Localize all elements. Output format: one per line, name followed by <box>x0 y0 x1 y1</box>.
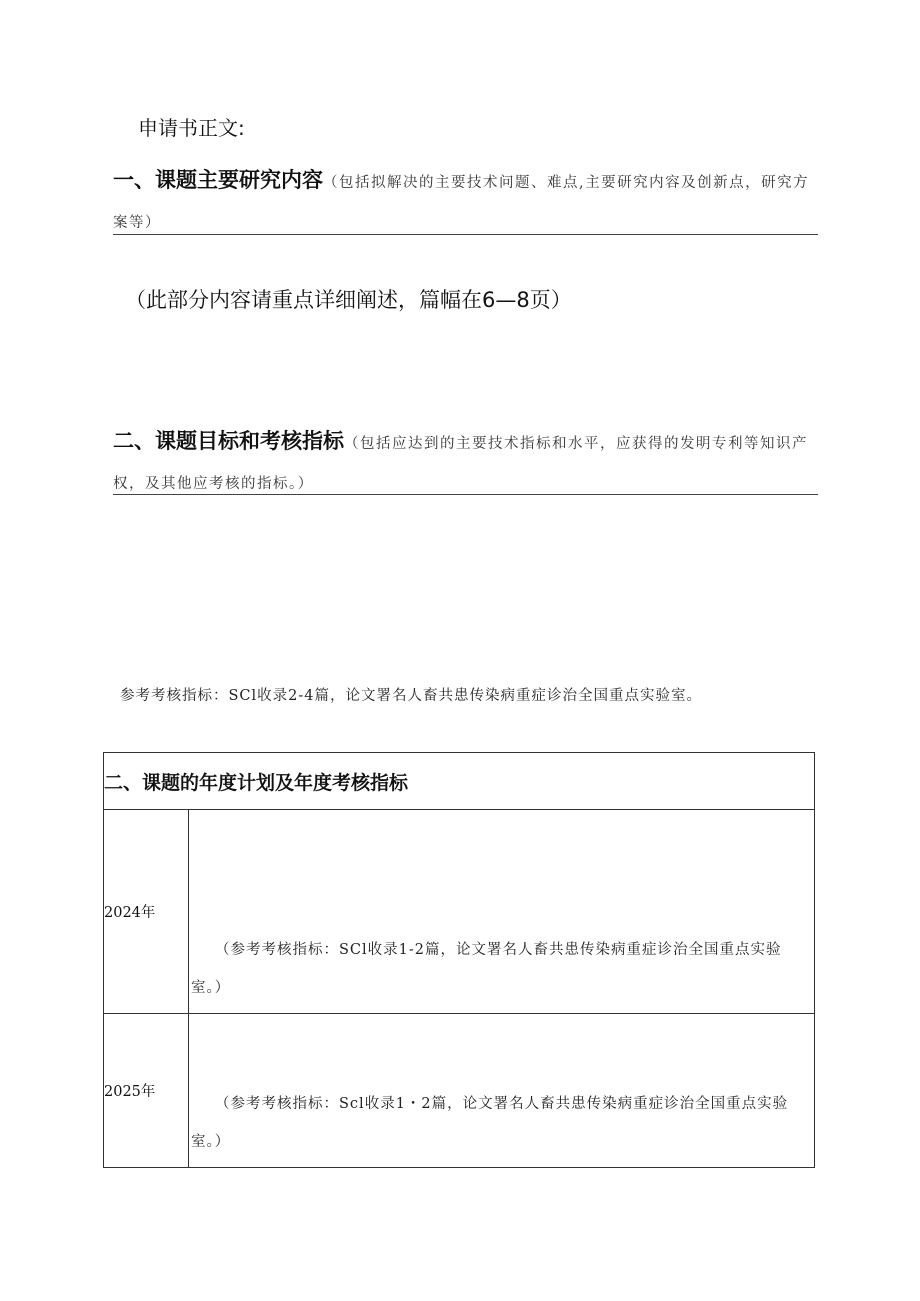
table-header: 二、课题的年度计划及年度考核指标 <box>104 753 815 810</box>
length-instruction: （此部分内容请重点详细阐述，篇幅在6—8页） <box>125 288 572 312</box>
section-2 <box>113 421 818 504</box>
section-1-note: （包括拟解决的主要技术问题、难点,主要研究内容及创新点，研究方案等） <box>113 175 810 231</box>
table-row <box>104 1014 815 1168</box>
plan-cell[interactable] <box>189 1014 815 1168</box>
year-cell: 2025年 <box>104 1014 189 1168</box>
reference-note: （参考考核指标：Scl收录1・2篇，论文署名人畜共患传染病重症诊治全国重点实验室。） <box>191 1096 789 1150</box>
table-row <box>104 810 815 1014</box>
section-1 <box>113 160 818 243</box>
divider <box>113 494 818 495</box>
reference-indicator: 参考考核指标：SCl收录2-4篇，论文署名人畜共患传染病重症诊治全国重点实验室。 <box>120 688 703 704</box>
section-2-note: （包括应达到的主要技术指标和水平，应获得的发明专利等知识产权，及其他应考核的指标。） <box>113 436 808 492</box>
annual-plan-table <box>103 752 815 1168</box>
year-cell: 2024年 <box>104 810 189 1014</box>
document-title: 申请书正文: <box>138 116 245 140</box>
section-2-heading: 二、课题目标和考核指标 <box>113 429 344 453</box>
reference-note: （参考考核指标：SCl收录1-2篇，论文署名人畜共患传染病重症诊治全国重点实验室。） <box>191 942 782 996</box>
divider <box>113 234 818 235</box>
section-1-heading: 一、课题主要研究内容 <box>113 168 323 192</box>
plan-cell[interactable] <box>189 810 815 1014</box>
